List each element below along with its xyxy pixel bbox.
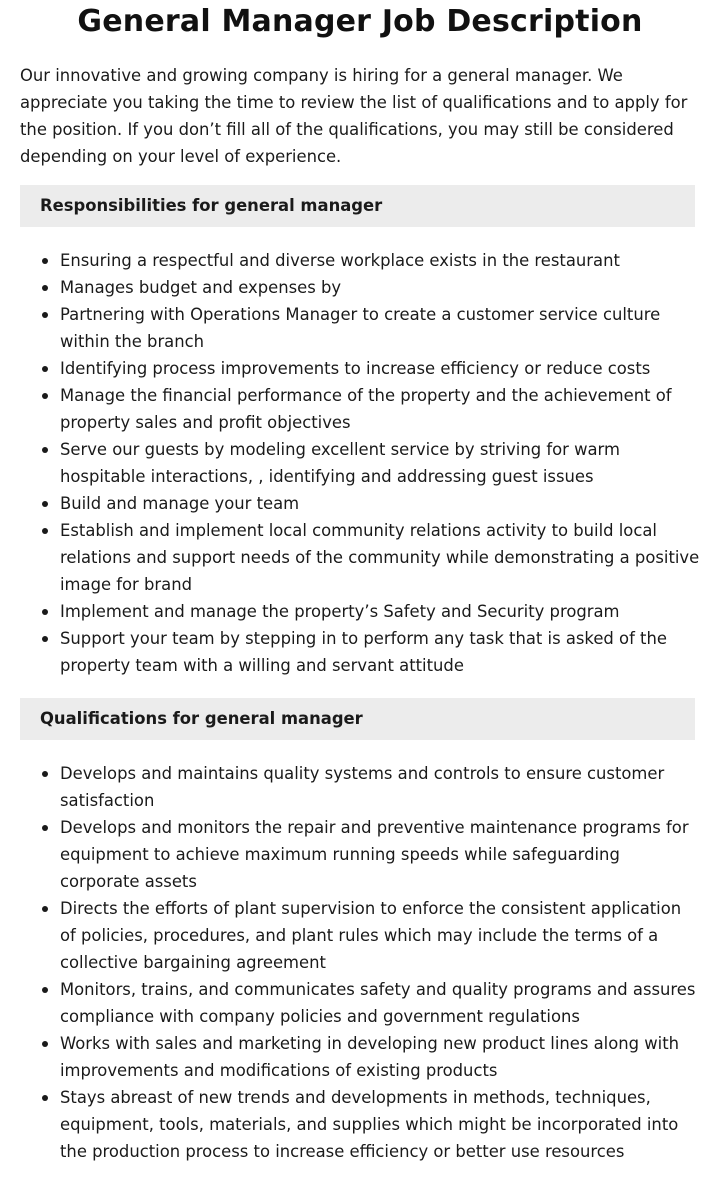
list-item: [60, 598, 700, 625]
responsibilities-heading: Responsibilities for general manager: [20, 185, 695, 227]
list-item: [60, 625, 700, 679]
list-item: [60, 976, 700, 1030]
bullet-icon: [42, 393, 48, 399]
list-item: [60, 1030, 700, 1084]
list-item: [60, 814, 700, 895]
qualifications-heading: Qualifications for general manager: [20, 698, 695, 740]
bullet-icon: [42, 285, 48, 291]
list-item-text: Partnering with Operations Manager to create a customer service culture within the branch: [60, 305, 661, 351]
intro-paragraph: Our innovative and growing company is hiring for a general manager. We appreciate you taking the time to review the list of qualifications and to apply for the position. If you don’t fill all of the qualifications, you may still be considered depending on your level of experience.: [20, 66, 688, 166]
list-item-text: Establish and implement local community relations activity to build local relations and support needs of the community while demonstrating a positive image for brand: [60, 521, 700, 594]
list-item-text: Develops and monitors the repair and preventive maintenance programs for equipment to achieve maximum running speeds while safeguarding corporate assets: [60, 818, 689, 891]
list-item: [60, 274, 700, 301]
list-item-text: Serve our guests by modeling excellent service by striving for warm hospitable interactions, , identifying and addressing guest issues: [60, 440, 620, 486]
list-item-text: Develops and maintains quality systems and controls to ensure customer satisfaction: [60, 764, 665, 810]
list-item: [60, 517, 700, 598]
bullet-icon: [42, 636, 48, 642]
list-item: [60, 490, 700, 517]
list-item: [60, 301, 700, 355]
list-item: [60, 247, 700, 274]
list-item: [60, 355, 700, 382]
bullet-icon: [42, 312, 48, 318]
list-item: [60, 436, 700, 490]
bullet-icon: [42, 825, 48, 831]
bullet-icon: [42, 609, 48, 615]
list-item-text: Implement and manage the property’s Safety and Security program: [60, 602, 620, 621]
page-title: General Manager Job Description: [77, 4, 643, 39]
bullet-icon: [42, 906, 48, 912]
bullet-icon: [42, 447, 48, 453]
bullet-icon: [42, 1095, 48, 1101]
bullet-icon: [42, 258, 48, 264]
bullet-icon: [42, 366, 48, 372]
list-item-text: Works with sales and marketing in developing new product lines along with improvements and modifications of existing products: [60, 1034, 680, 1080]
list-item-text: Directs the efforts of plant supervision to enforce the consistent application of policies, procedures, and plant rules which may include the terms of a collective bargaining agreement: [60, 899, 682, 972]
list-item: [60, 895, 700, 976]
list-item-text: Stays abreast of new trends and developments in methods, techniques, equipment, tools, materials, and supplies which might be incorporated into the production process to increase efficiency or better use resources: [60, 1088, 679, 1161]
list-item: [60, 1084, 700, 1165]
qualifications-list: [20, 760, 700, 1165]
list-item-text: Monitors, trains, and communicates safety and quality programs and assures compliance with company policies and government regulations: [60, 980, 696, 1026]
bullet-icon: [42, 1041, 48, 1047]
list-item-text: Support your team by stepping in to perform any task that is asked of the property team with a willing and servant attitude: [60, 629, 667, 675]
responsibilities-list: [20, 247, 700, 679]
list-item: [60, 382, 700, 436]
list-item-text: Build and manage your team: [60, 494, 300, 513]
bullet-icon: [42, 987, 48, 993]
list-item: [60, 760, 700, 814]
bullet-icon: [42, 771, 48, 777]
bullet-icon: [42, 501, 48, 507]
list-item-text: Manage the financial performance of the property and the achievement of property sales and profit objectives: [60, 386, 672, 432]
list-item-text: Manages budget and expenses by: [60, 278, 342, 297]
list-item-text: Identifying process improvements to increase efficiency or reduce costs: [60, 359, 651, 378]
list-item-text: Ensuring a respectful and diverse workplace exists in the restaurant: [60, 251, 620, 270]
bullet-icon: [42, 528, 48, 534]
